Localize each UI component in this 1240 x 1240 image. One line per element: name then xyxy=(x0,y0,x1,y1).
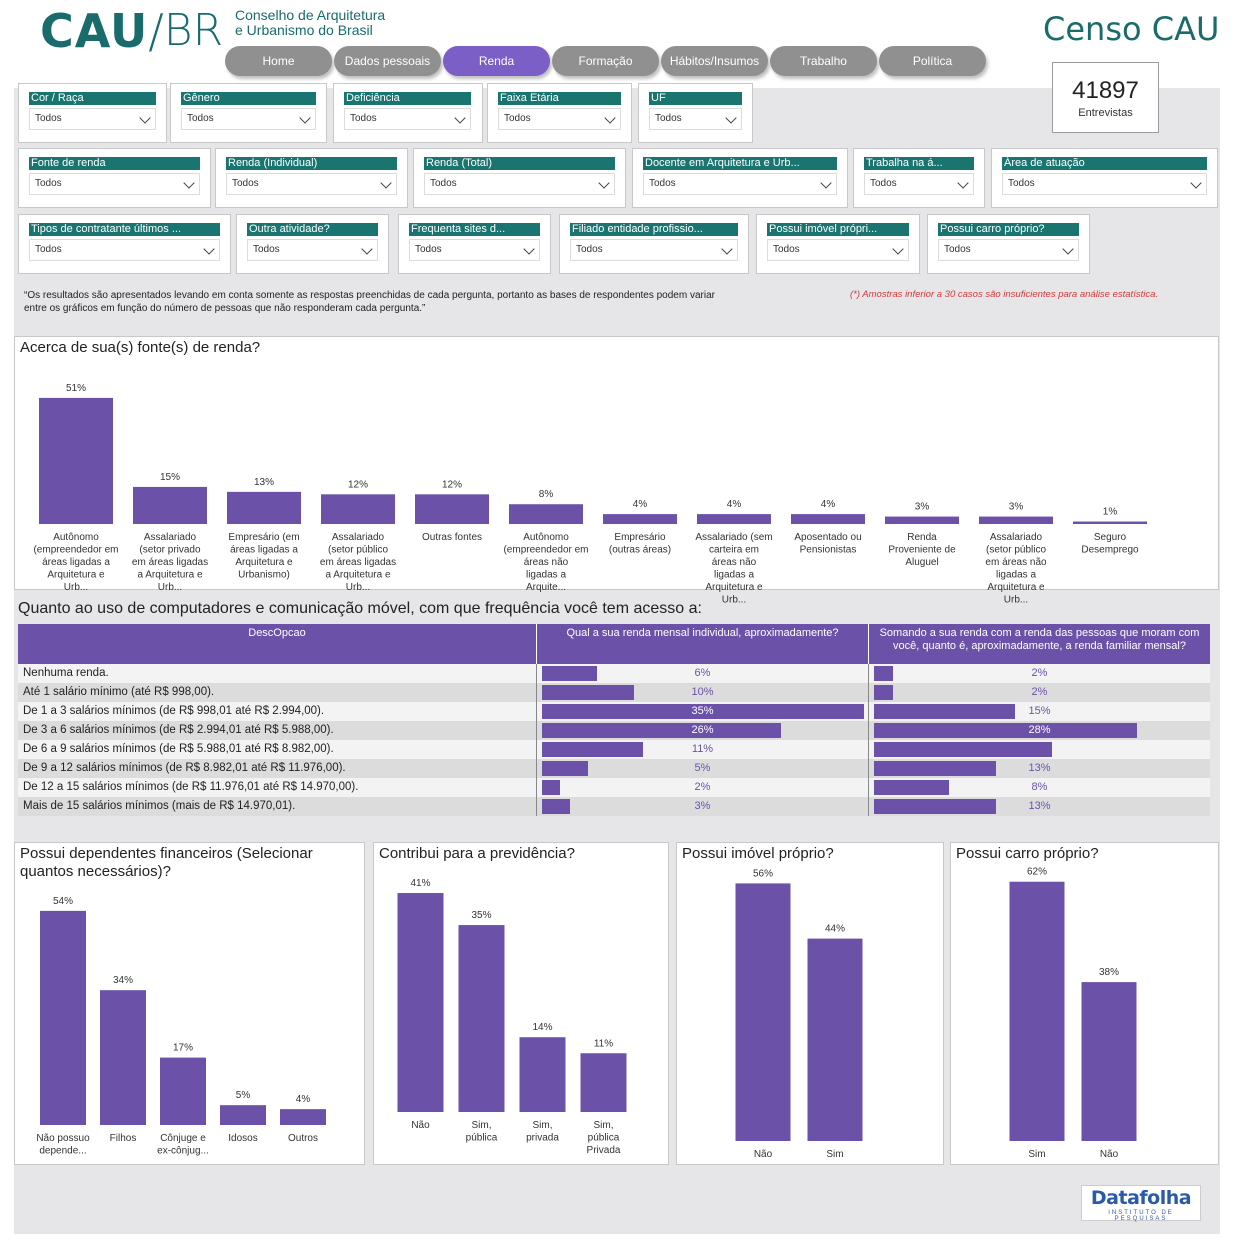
tab-politica[interactable]: Política xyxy=(879,46,986,76)
chart-panel-fonte-renda xyxy=(14,336,1219,606)
chevron-down-icon xyxy=(892,243,903,254)
data-label: 51% xyxy=(65,382,87,394)
data-label: 13% xyxy=(253,476,275,488)
filter-dropdown[interactable]: Todos xyxy=(570,239,738,261)
category-label: Sim, pública Privada xyxy=(586,1120,621,1156)
category-label: Sim, privada xyxy=(526,1120,559,1144)
filter-label: Renda (Individual) xyxy=(226,157,397,170)
data-label: 54% xyxy=(52,895,74,907)
cell-familiar xyxy=(868,778,1210,797)
row-label: De 9 a 12 salários mínimos (de R$ 8.982,01 até R$ 11.976,00). xyxy=(23,762,346,774)
chevron-down-icon xyxy=(299,112,310,123)
filter-area-de-atuacao xyxy=(991,148,1218,208)
chevron-down-icon xyxy=(361,243,372,254)
data-label: 4% xyxy=(726,499,742,511)
category-label: Autônomo (empreendedor em áreas não ligadas a Arquite... xyxy=(503,532,589,593)
row-label: De 3 a 6 salários mínimos (de R$ 2.994,01 até R$ 5.988,00). xyxy=(23,724,334,736)
chart-title: Acerca de sua(s) fonte(s) de renda? xyxy=(20,339,261,356)
filter-label: Fonte de renda xyxy=(29,157,200,170)
table-row[interactable] xyxy=(18,702,1210,721)
filter-label: UF xyxy=(649,92,742,105)
chevron-down-icon xyxy=(454,112,465,123)
filter-dropdown[interactable]: Todos xyxy=(29,239,220,261)
table-title: Quanto ao uso de computadores e comunicação móvel, com que frequência você tem acesso a: xyxy=(18,600,702,617)
pct-familiar: 8% xyxy=(1031,781,1048,793)
bar[interactable] xyxy=(398,893,444,1112)
kpi-value: 41897 xyxy=(1072,77,1139,104)
table-row[interactable] xyxy=(18,721,1210,740)
page-title: Censo CAU xyxy=(1043,10,1220,48)
category-label: Não possuo depende... xyxy=(36,1133,90,1157)
filter-dropdown[interactable]: Todos xyxy=(767,239,909,261)
cell-familiar xyxy=(868,702,1210,721)
bar[interactable] xyxy=(40,911,86,1125)
category-label: Não xyxy=(1099,1149,1119,1160)
col-header-desc: DescOpcao xyxy=(248,627,306,639)
chart-title: Contribui para a previdência? xyxy=(379,845,575,862)
category-label: Sim xyxy=(826,1149,844,1160)
bar[interactable] xyxy=(160,1058,206,1125)
bar[interactable] xyxy=(100,990,146,1125)
category-label: Assalariado (setor privado em áreas ligadas a Arquitetura e Urb... xyxy=(131,532,209,593)
chevron-down-icon xyxy=(820,177,831,188)
chart-title: Possui imóvel próprio? xyxy=(682,845,834,862)
cell-familiar xyxy=(868,721,1210,740)
filter-label: Frequenta sites d... xyxy=(409,223,540,236)
category-label: Aposentado ou Pensionistas xyxy=(794,532,862,556)
bar[interactable] xyxy=(979,517,1053,524)
filter-uf xyxy=(638,83,753,143)
category-label: Cônjuge e ex-cônjug... xyxy=(157,1133,209,1157)
filter-outra-atividade xyxy=(236,214,389,274)
category-label: Sim, pública xyxy=(465,1120,498,1144)
logo-subtitle: Conselho de Arquitetura e Urbanismo do Brasil xyxy=(235,7,386,38)
filter-dropdown[interactable]: Todos xyxy=(643,173,837,195)
chevron-down-icon xyxy=(1062,243,1073,254)
cell-individual xyxy=(536,740,868,759)
tab-habitos-insumos[interactable]: Hábitos/Insumos xyxy=(661,46,768,76)
filter-dropdown[interactable]: Todos xyxy=(938,239,1079,261)
data-label: 56% xyxy=(752,868,774,880)
row-label: De 12 a 15 salários mínimos (de R$ 11.976,01 até R$ 14.970,00). xyxy=(23,781,359,793)
category-label: Idosos xyxy=(228,1133,258,1144)
filter-dropdown[interactable]: Todos xyxy=(29,108,156,130)
cell-individual xyxy=(536,797,868,816)
chart-title: Possui carro próprio? xyxy=(956,845,1099,862)
data-label: 3% xyxy=(914,501,930,513)
pct-familiar: 2% xyxy=(1031,686,1048,698)
note-warning: (*) Amostras inferior a 30 casos são insuficientes para análise estatística. xyxy=(850,289,1159,300)
filter-possui-carro xyxy=(927,214,1090,274)
category-label: Outros xyxy=(287,1133,319,1144)
chevron-down-icon xyxy=(604,112,615,123)
data-label: 17% xyxy=(172,1042,194,1054)
chart-panel-previdencia xyxy=(373,842,669,1165)
bar[interactable] xyxy=(885,517,959,524)
pct-individual: 10% xyxy=(691,686,714,698)
data-label: 44% xyxy=(824,923,846,935)
bar[interactable] xyxy=(415,494,489,524)
filter-cor-raca xyxy=(18,83,167,143)
bar[interactable] xyxy=(321,494,395,524)
data-label: 1% xyxy=(1102,506,1118,518)
kpi-card xyxy=(1052,62,1159,133)
data-label: 34% xyxy=(112,975,134,987)
cau-logo xyxy=(40,2,223,62)
bar[interactable] xyxy=(39,398,113,524)
filter-trabalha-na-area xyxy=(853,148,985,208)
chart-imovel xyxy=(677,843,945,1166)
chart-fonte-renda xyxy=(15,337,1220,606)
category-label: Não xyxy=(753,1149,773,1160)
chart-panel-imovel xyxy=(676,842,944,1165)
pct-individual: 11% xyxy=(691,743,714,755)
bar[interactable] xyxy=(581,1053,627,1112)
filter-dropdown[interactable]: Todos xyxy=(864,173,974,195)
table-row[interactable] xyxy=(18,664,1210,683)
bar[interactable] xyxy=(1073,522,1147,524)
filter-label: Possui carro próprio? xyxy=(938,223,1079,236)
cell-familiar xyxy=(868,683,1210,702)
chart-panel-dependentes xyxy=(14,842,365,1165)
cell-individual xyxy=(536,702,868,721)
category-label: Assalariado (sem carteira em áreas não ligadas a Arquitetura e Urb... xyxy=(695,532,773,606)
category-label: Autônomo (empreendedor em áreas ligadas a Arquitetura e Urb... xyxy=(33,532,119,593)
table-header xyxy=(18,624,1210,664)
chevron-down-icon xyxy=(523,243,534,254)
bar[interactable] xyxy=(133,487,207,524)
table-row[interactable] xyxy=(18,759,1210,778)
bar[interactable] xyxy=(1010,882,1065,1141)
renda-table xyxy=(18,624,1210,816)
tab-renda[interactable]: Renda xyxy=(443,46,550,76)
filter-faixa-etaria xyxy=(487,83,632,143)
bar[interactable] xyxy=(220,1105,266,1125)
logo-main: CAU xyxy=(40,4,149,58)
bar[interactable] xyxy=(603,514,677,524)
chevron-down-icon xyxy=(598,177,609,188)
table-row[interactable] xyxy=(18,740,1210,759)
bar[interactable] xyxy=(808,939,863,1141)
data-label: 41% xyxy=(410,878,431,890)
table-row[interactable] xyxy=(18,683,1210,702)
datafolha-name: Datafolha xyxy=(1090,1187,1192,1209)
pct-individual: 35% xyxy=(691,705,714,717)
row-label: Até 1 salário mínimo (até R$ 998,00). xyxy=(23,686,215,698)
chevron-down-icon xyxy=(183,177,194,188)
pct-familiar: 15% xyxy=(1028,705,1051,717)
pct-individual: 5% xyxy=(694,762,711,774)
bar[interactable] xyxy=(736,883,791,1141)
pct-familiar: 13% xyxy=(1028,762,1051,774)
filter-label: Possui imóvel própri... xyxy=(767,223,909,236)
data-label: 12% xyxy=(441,479,463,491)
cell-individual xyxy=(536,721,868,740)
pct-individual: 2% xyxy=(694,781,711,793)
filter-dropdown[interactable]: Todos xyxy=(498,108,621,130)
cell-individual xyxy=(536,759,868,778)
filter-label: Área de atuação xyxy=(1002,157,1207,170)
data-label: 4% xyxy=(632,499,648,511)
cell-individual xyxy=(536,683,868,702)
col-header-individual: Qual a sua renda mensal individual, aproximadamente? xyxy=(536,624,868,664)
table-row[interactable] xyxy=(18,778,1210,797)
data-label: 12% xyxy=(347,479,369,491)
logo-br: BR xyxy=(163,5,224,56)
filter-filiado-entidade xyxy=(559,214,749,274)
filter-dropdown[interactable]: Todos xyxy=(344,108,471,130)
filter-label: Deficiência xyxy=(344,92,471,105)
pct-familiar: 19% xyxy=(1028,743,1051,755)
filter-fonte-de-renda xyxy=(18,148,211,208)
data-label: 4% xyxy=(820,499,836,511)
chevron-down-icon xyxy=(725,112,736,123)
filter-label: Faixa Etária xyxy=(498,92,621,105)
data-label: 14% xyxy=(532,1022,553,1034)
category-label: Sim xyxy=(1028,1149,1046,1160)
pct-individual: 26% xyxy=(691,724,714,736)
tab-dados-pessoais[interactable]: Dados pessoais xyxy=(334,46,441,76)
filter-label: Outra atividade? xyxy=(247,223,378,236)
data-label: 3% xyxy=(1008,501,1024,513)
tab-trabalho[interactable]: Trabalho xyxy=(770,46,877,76)
category-label: Empresário (em áreas ligadas a Arquitetura e Urbanismo) xyxy=(228,532,300,581)
row-label: De 6 a 9 salários mínimos (de R$ 5.988,01 até R$ 8.982,00). xyxy=(23,743,334,755)
category-label: Empresário (outras áreas) xyxy=(608,532,672,556)
kpi-label: Entrevistas xyxy=(1078,107,1133,119)
bar[interactable] xyxy=(1082,982,1137,1141)
category-label: Assalariado (setor público em áreas ligadas a Arquitetura e Urb... xyxy=(319,532,397,593)
category-label: Outras fontes xyxy=(421,532,483,543)
category-label: Renda Proveniente de Aluguel xyxy=(888,532,956,568)
bar[interactable] xyxy=(791,514,865,524)
filter-dropdown[interactable]: Todos xyxy=(1002,173,1207,195)
row-label: Nenhuma renda. xyxy=(23,667,109,679)
data-label: 8% xyxy=(538,489,554,501)
chevron-down-icon xyxy=(721,243,732,254)
bar[interactable] xyxy=(697,514,771,524)
filter-dropdown[interactable]: Todos xyxy=(409,239,540,261)
row-label: De 1 a 3 salários mínimos (de R$ 998,01 até R$ 2.994,00). xyxy=(23,705,325,717)
row-label: Mais de 15 salários mínimos (mais de R$ 14.970,01). xyxy=(23,800,296,812)
data-label: 5% xyxy=(235,1090,251,1102)
category-label: Não xyxy=(411,1120,430,1131)
filter-label: Renda (Total) xyxy=(424,157,615,170)
filter-dropdown[interactable]: Todos xyxy=(424,173,615,195)
bar[interactable] xyxy=(227,492,301,524)
filter-label: Docente em Arquitetura e Urb... xyxy=(643,157,837,170)
bar[interactable] xyxy=(509,504,583,524)
pct-familiar: 13% xyxy=(1028,800,1051,812)
data-label: 62% xyxy=(1026,866,1048,878)
chevron-down-icon xyxy=(139,112,150,123)
chart-previdencia xyxy=(374,843,670,1166)
filter-genero xyxy=(170,83,327,143)
chevron-down-icon xyxy=(1190,177,1201,188)
filter-dropdown[interactable]: Todos xyxy=(649,108,742,130)
col-header-familiar: Somando a sua renda com a renda das pessoas que moram com você, quanto é, aproximadamente, a renda familiar mensal? xyxy=(868,624,1210,664)
nav-tabs xyxy=(225,46,986,76)
tab-home[interactable]: Home xyxy=(225,46,332,76)
filter-tipos-de-contratante xyxy=(18,214,231,274)
cell-individual xyxy=(536,778,868,797)
pct-familiar: 2% xyxy=(1031,667,1048,679)
category-label: Filhos xyxy=(109,1133,137,1144)
filter-label: Cor / Raça xyxy=(29,92,156,105)
pct-individual: 6% xyxy=(694,667,711,679)
chart-title: Possui dependentes financeiros (Selecionar quantos necessários)? xyxy=(20,845,313,880)
filter-dropdown[interactable]: Todos xyxy=(29,173,200,195)
cell-familiar xyxy=(868,797,1210,816)
bar[interactable] xyxy=(280,1109,326,1125)
cell-individual xyxy=(536,664,868,683)
filter-label: Gênero xyxy=(181,92,316,105)
filter-dropdown[interactable]: Todos xyxy=(181,108,316,130)
filter-label: Trabalha na á... xyxy=(864,157,974,170)
filter-label: Filiado entidade profissio... xyxy=(570,223,738,236)
chart-panel-carro xyxy=(950,842,1219,1165)
chevron-down-icon xyxy=(380,177,391,188)
category-label: Seguro Desemprego xyxy=(1081,532,1139,556)
filter-label: Tipos de contratante últimos ... xyxy=(29,223,220,236)
note-text: “Os resultados são apresentados levando em conta somente as respostas preenchidas de cada pergunta, portanto as bases de respondentes podem variar entre os gráficos em função do número de pessoas que não responderam cada pergunta.” xyxy=(24,290,715,314)
datafolha-logo xyxy=(1081,1185,1201,1221)
pct-individual: 3% xyxy=(694,800,711,812)
bar[interactable] xyxy=(520,1037,566,1112)
filter-deficiencia xyxy=(333,83,483,143)
table-body xyxy=(18,664,1210,816)
chart-dependentes xyxy=(15,843,366,1166)
data-label: 11% xyxy=(593,1038,614,1050)
data-label: 35% xyxy=(471,910,492,922)
filter-frequenta-sites xyxy=(398,214,551,274)
data-label: 15% xyxy=(159,471,181,483)
filter-dropdown[interactable]: Todos xyxy=(247,239,378,261)
cell-familiar xyxy=(868,740,1210,759)
cell-familiar xyxy=(868,664,1210,683)
data-label: 38% xyxy=(1098,967,1120,979)
category-label: Assalariado (setor público em áreas não ligadas a Arquitetura e Urb... xyxy=(985,532,1047,606)
table-row[interactable] xyxy=(18,797,1210,816)
filter-dropdown[interactable]: Todos xyxy=(226,173,397,195)
datafolha-sub: INSTITUTO DE PESQUISAS xyxy=(1108,1210,1174,1222)
bar[interactable] xyxy=(459,925,505,1112)
chevron-down-icon xyxy=(203,243,214,254)
cell-familiar xyxy=(868,759,1210,778)
tab-formacao[interactable]: Formação xyxy=(552,46,659,76)
chart-carro xyxy=(951,843,1220,1166)
data-label: 4% xyxy=(295,1094,311,1106)
filter-possui-imovel xyxy=(756,214,920,274)
logo-slash: / xyxy=(148,4,164,58)
pct-familiar: 28% xyxy=(1028,724,1051,736)
filter-docente xyxy=(632,148,848,208)
filter-renda-individual xyxy=(215,148,408,208)
chevron-down-icon xyxy=(957,177,968,188)
filter-renda-total xyxy=(413,148,626,208)
